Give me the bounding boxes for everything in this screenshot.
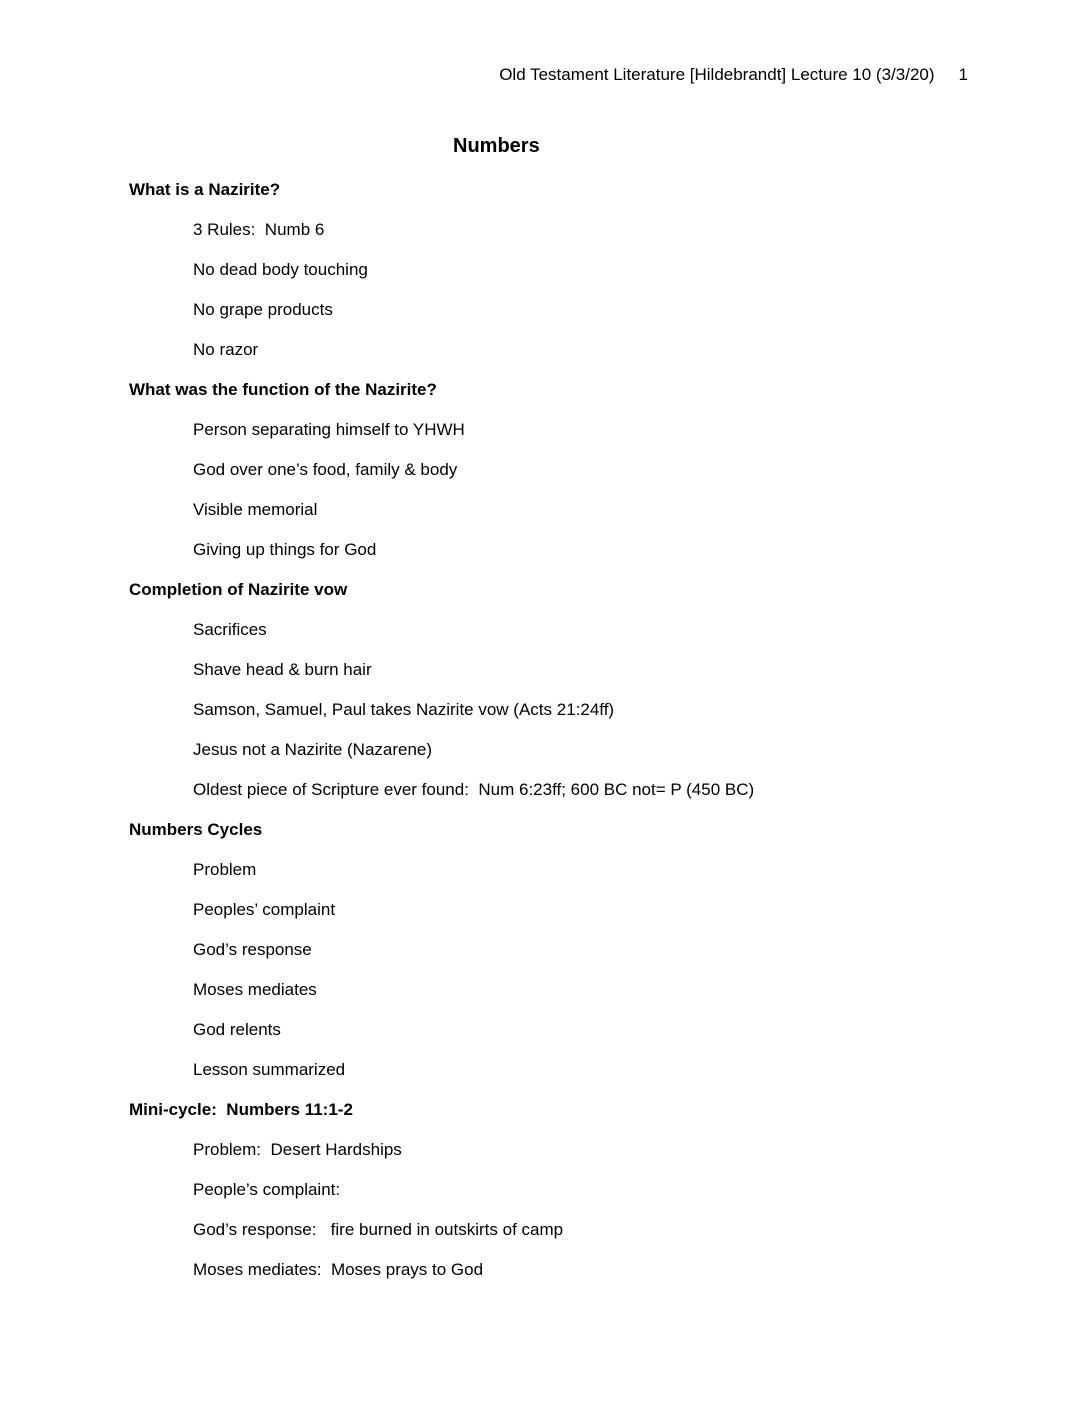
outline-item: Problem: Desert Hardships xyxy=(193,1140,402,1159)
outline-item: God’s response: fire burned in outskirts of camp xyxy=(193,1220,564,1239)
header-text: Old Testament Literature [Hildebrandt] Lecture 10 (3/3/20) xyxy=(499,65,935,84)
document-title: Numbers xyxy=(453,135,540,157)
outline-item: Moses mediates xyxy=(193,980,317,999)
outline-item: God’s response xyxy=(193,940,312,959)
outline-item: Samson, Samuel, Paul takes Nazirite vow (Acts 21:24ff) xyxy=(193,700,615,719)
outline-item: Sacrifices xyxy=(193,620,267,639)
outline-item: Moses mediates: Moses prays to God xyxy=(193,1260,484,1279)
page-number: 1 xyxy=(958,65,968,84)
section-heading: Completion of Nazirite vow xyxy=(129,580,348,599)
outline-item: No razor xyxy=(193,340,259,359)
section-mini-cycle xyxy=(129,1099,968,1281)
outline-item: Jesus not a Nazirite (Nazarene) xyxy=(193,740,433,759)
outline-item: Person separating himself to YHWH xyxy=(193,420,465,439)
outline-item: Lesson summarized xyxy=(193,1060,346,1079)
section-what-is-a-nazirite xyxy=(129,179,968,361)
section-numbers-cycles xyxy=(129,819,968,1081)
outline-body xyxy=(129,179,968,1281)
outline-item: God over one’s food, family & body xyxy=(193,460,458,479)
outline-item: No grape products xyxy=(193,300,333,319)
outline-item: God relents xyxy=(193,1020,281,1039)
section-heading: What was the function of the Nazirite? xyxy=(129,380,437,399)
outline-item: Giving up things for God xyxy=(193,540,377,559)
outline-item: People’s complaint: xyxy=(193,1180,341,1199)
outline-item: Shave head & burn hair xyxy=(193,660,372,679)
outline-item: No dead body touching xyxy=(193,260,368,279)
outline-item: Oldest piece of Scripture ever found: Num 6:23ff; 600 BC not= P (450 BC) xyxy=(193,780,755,799)
page-header xyxy=(129,64,968,86)
section-function-of-nazirite xyxy=(129,379,968,561)
section-heading: Numbers Cycles xyxy=(129,820,263,839)
outline-item: 3 Rules: Numb 6 xyxy=(193,220,325,239)
outline-item: Visible memorial xyxy=(193,500,318,519)
section-completion-of-nazirite-vow xyxy=(129,579,968,801)
section-heading: What is a Nazirite? xyxy=(129,180,281,199)
outline-item: Peoples’ complaint xyxy=(193,900,336,919)
section-heading: Mini-cycle: Numbers 11:1-2 xyxy=(129,1100,353,1119)
outline-item: Problem xyxy=(193,860,257,879)
